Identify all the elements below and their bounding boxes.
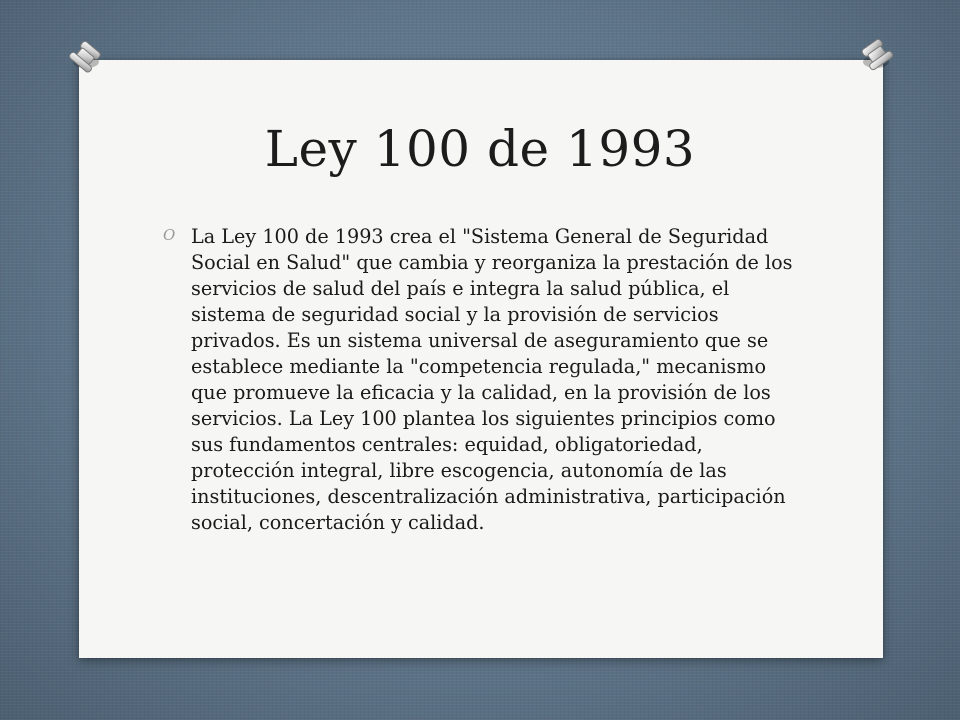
pushpin-right-icon [858,36,898,76]
pushpin-left-icon [64,38,104,78]
bullet-text: La Ley 100 de 1993 crea el "Sistema General de Seguridad Social en Salud" que cambia y reorganiza la prestación de los servicios de salud del país e integra la salud pública, el sistema de seguridad social y la provisión de servicios privados. Es un sistema universal de aseguramiento que se establece mediante la "competencia regulada," mecanismo que promueve la eficacia y la calidad, en la provisión de los servicios. La Ley 100 plantea los siguientes principios como sus fundamentos centrales: equidad, obligatoriedad, protección integral, libre escogencia, autonomía de las instituciones, descentralización administrativa, participación social, concertación y calidad. [191,225,793,534]
slide-title: Ley 100 de 1993 [264,120,696,178]
bullet-marker-icon: O [163,226,176,244]
